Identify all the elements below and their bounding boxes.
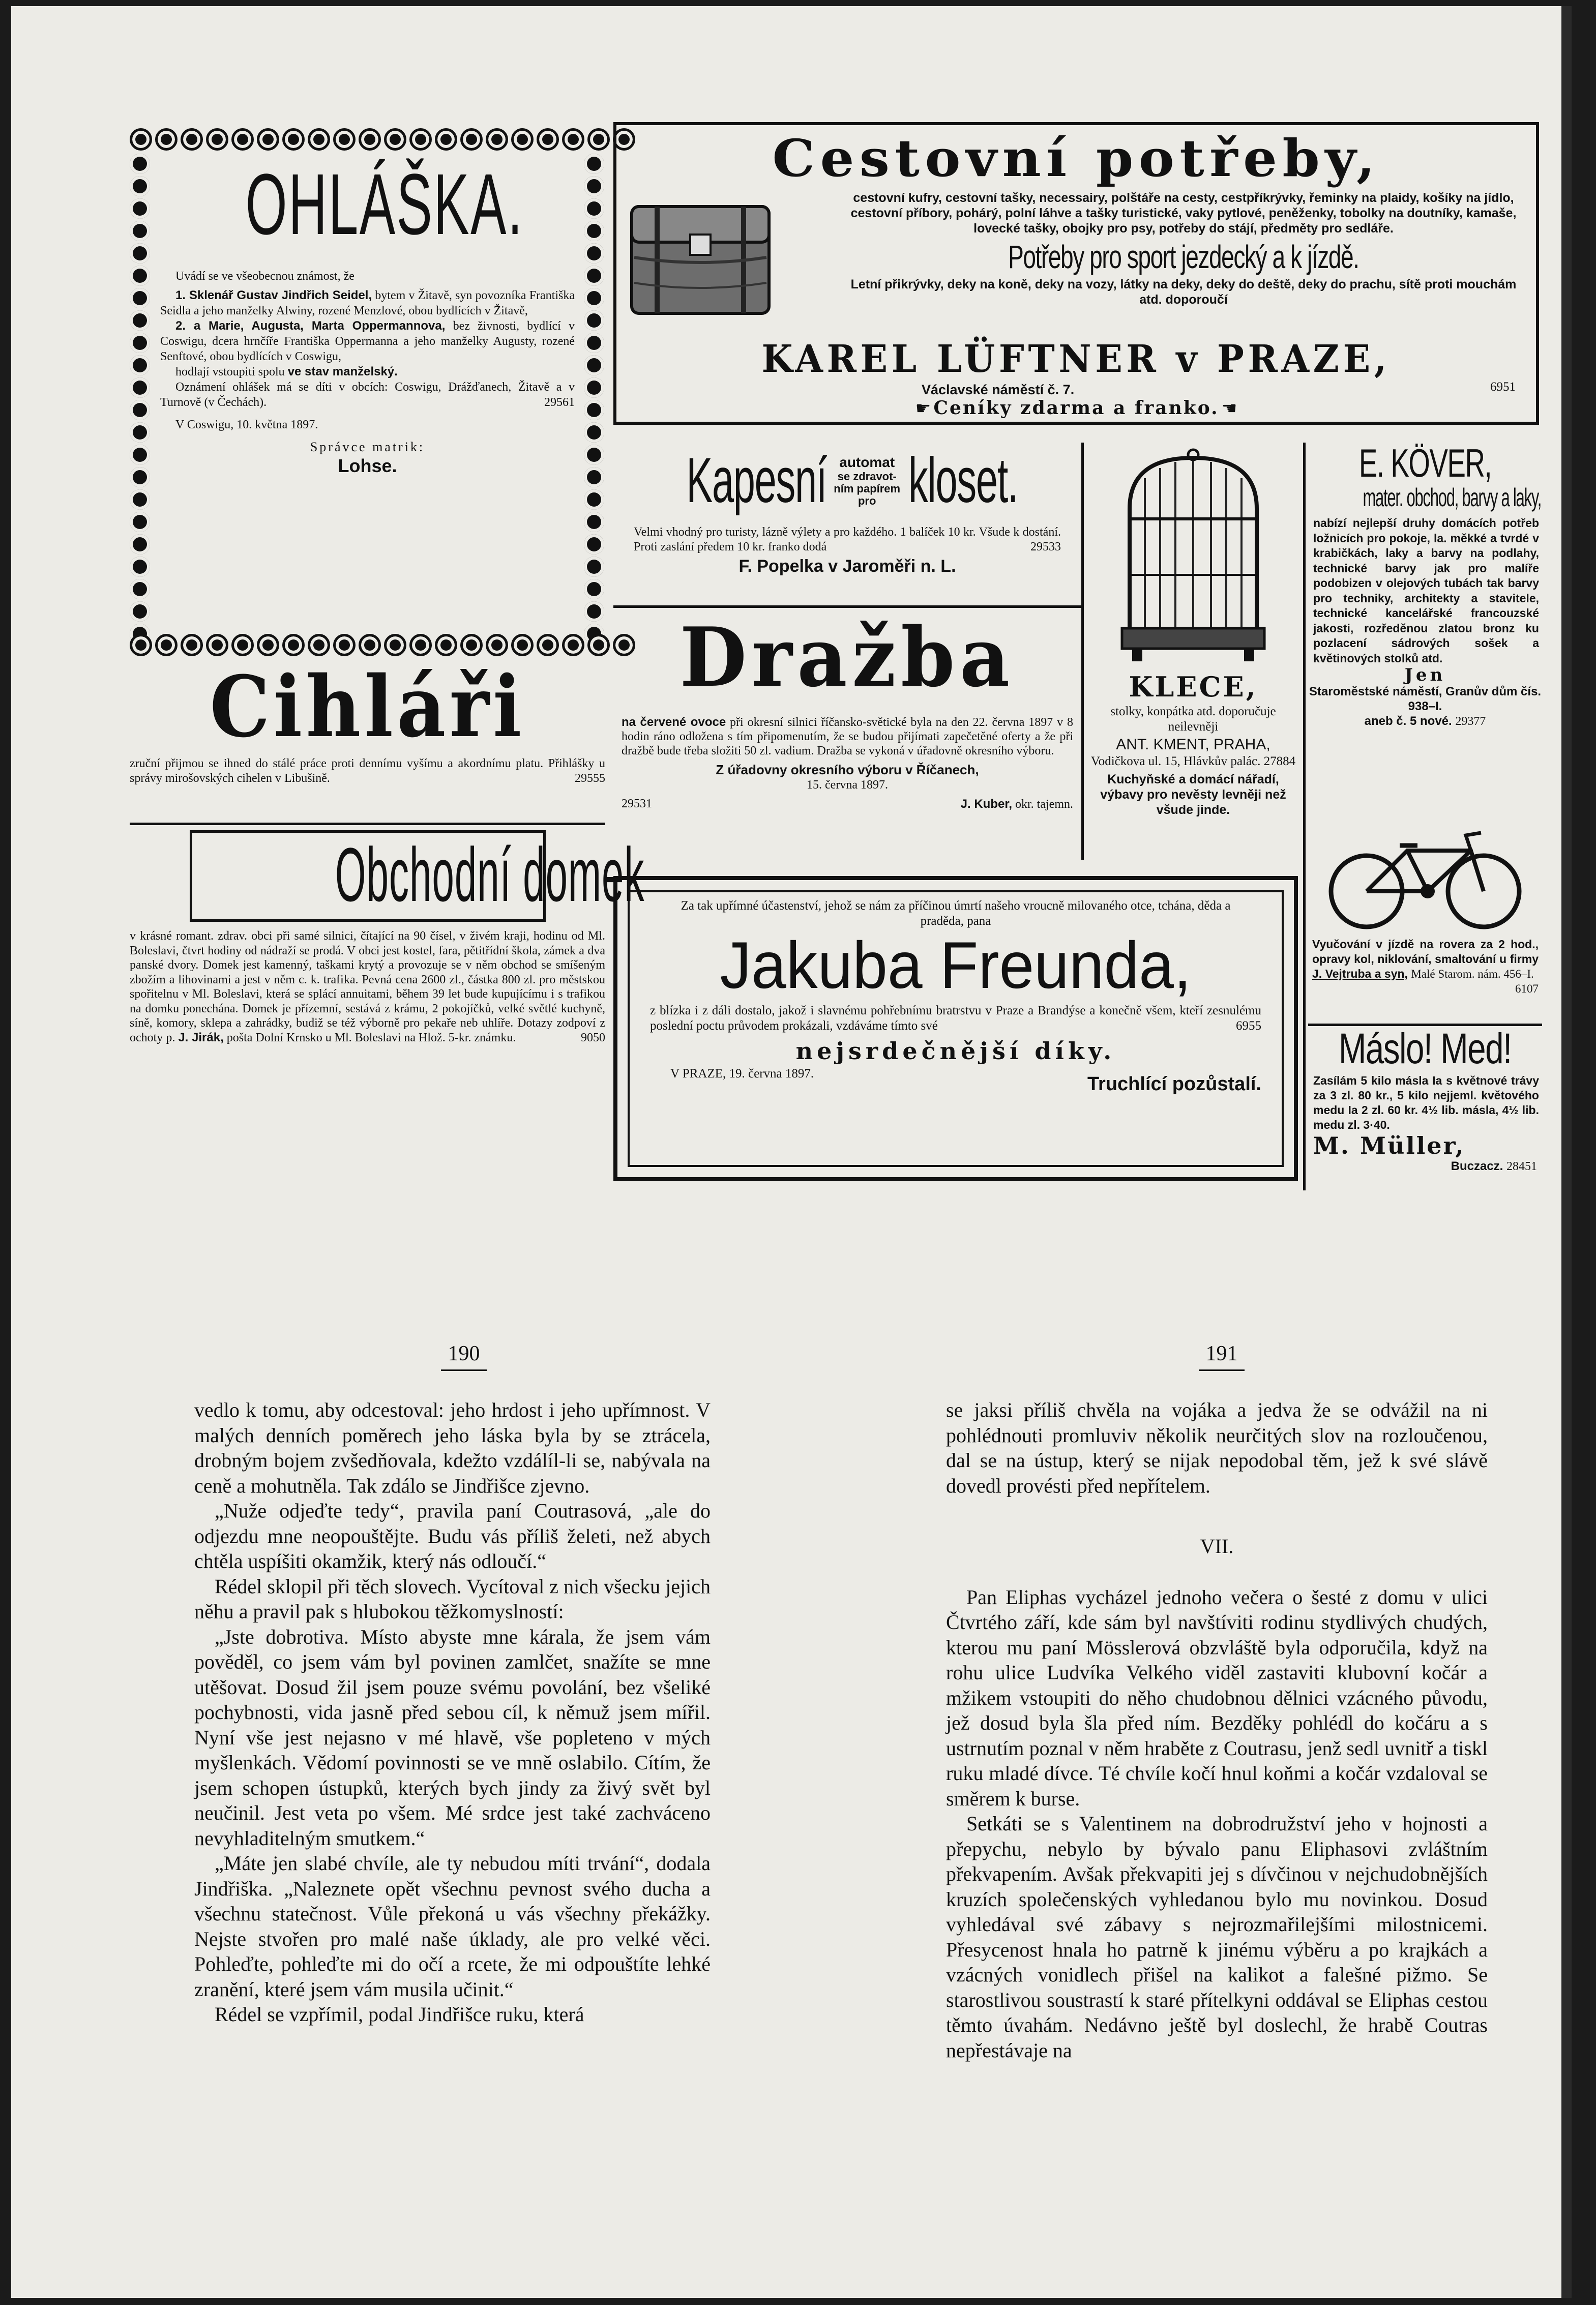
domek-ad (130, 830, 644, 1176)
kover-ad (1308, 443, 1542, 819)
bicycle-illustration (1318, 825, 1532, 932)
cestovni-text2: Letní přikrývky, deky na koně, deky na vozy, látky na deky, deky do deště, deky do prachu, sítě proti mouchám atd. doporoučí (850, 277, 1517, 307)
kapesni-firm: F. Popelka v Jaroměři n. L. (738, 557, 956, 576)
freund-date: V PRAZE, 19. června 1897. (670, 1067, 814, 1081)
kolo-firm: J. Vejtruba a syn, (1312, 967, 1408, 980)
page-number-left-rule (441, 1369, 487, 1371)
cihlari-title: Cihláři (210, 657, 525, 756)
freund-text: z blízka i z dáli dostalo, jakož i slavnému pohřebnímu bratrstvu v Praze a Brandýse a konečně všem, kteří zesnulému poslední poctu průvodem prokázali, vzdáváme tímto své (650, 1004, 1261, 1033)
ohlaska-left-border (130, 154, 150, 632)
ohlaska-notice: Oznámení ohlášek má se díti v obcích: Coswigu, Drážďanech, Žitavě a v Turnově (v Čechách). (160, 381, 575, 409)
maslo-firm: M. Müller, (1313, 1132, 1465, 1159)
kover-addr3: aneb č. 5 nové. (1364, 714, 1452, 728)
cihlari-ref: 29555 (575, 772, 605, 785)
klece-tail: Kuchyňské a domácí nářadí, výbavy pro nevěsty levněji než všude jinde. (1100, 772, 1286, 817)
page-number-left: 190 (448, 1342, 480, 1365)
page-number-right-rule (1199, 1369, 1245, 1371)
story-right-p1: Pan Eliphas vycházel jednoho večera o šesté z domu v ulici Čtvrtého září, kde sám byl navštíviti rodinu stydlivých chudých, kterou mu paní Mösslerová obzvláště byla odporučila, když na rohu ulice Ludvíka Velkého viděl zastaviti klubovní kočár a mžikem vstoupiti do něho chudobnou dělnici vzácného původu, jež dosud byla šla před ním. Bezděky pohlédl do kočáru a s ustrnutím poznal v něm hraběte z Coutrasu, jenž sedl uvnitř a tiskl ruku mladé dívce. Té chvíle kočí hnul koňmi a kočár vzdaloval se směrem k burse. (946, 1585, 1488, 1810)
kapesni-mid3: pro (858, 494, 876, 507)
kover-title: E. KÖVER, (1358, 441, 1492, 485)
story-left-p1: vedlo k tomu, aby odcestoval: jeho hrdost i jeho upřímnost. V malých denních poměrech jeho láska byla by se ztrácela, drobným bojem zvšedňovala, kdežto vzdálíl-li se, nabývala na ceně a mohutněla. Tak zdálo se Jindřišce zjevno. (194, 1398, 711, 1497)
domek-contact: J. Jirák, (178, 1030, 224, 1044)
ohlaska-registrar-label: Správce matrik: (310, 440, 425, 454)
ohlaska-bride-text: bez živnosti, bydlící v Coswigu, dcera hrnčíře Františka Oppermanna a jeho manželky Augusty, rozené Senftové, obou bydlících v Coswigu, (160, 319, 575, 363)
trunk-illustration (627, 191, 774, 329)
vdivider-1 (1081, 443, 1084, 860)
cestovni-pricelist: Ceníky zdarma a franko. (933, 397, 1219, 419)
story-right-p2: Setkáti se s Valentinem na dobrodružství jeho v hojnosti a přepychu, nebylo by bývalo panu Eliphasovi zvláštním překvapením. Avšak překvapiti jej s dívčinou v nejchudobnějších kruzích společenských vyhledanou bylo mu novinkou. Dosud vyhledával své zábavy s nejrozmařilejšími milostnicemi. Přesycenost hnala ho patrně k jinému výběru a po krajkách a vzácných vonidlech přišel na kalikot a falešné pižmo. Se starostlivou soustrastí k staré přítelkyni oddával se Eliphas cestou těmto úvahám. Nedávno ještě byl doslechl, že hrabě Coutras nepřestávaje na (946, 1812, 1488, 2062)
newspaper-page (11, 6, 1570, 2298)
drazba-lead: na červené ovoce (622, 715, 726, 729)
ohlaska-right-border (584, 154, 604, 632)
kapesni-ad (613, 443, 1081, 605)
kapesni-text: Velmi vhodný pro turisty, lázně výlety a pro každého. 1 balíček 10 kr. Všude k dostání. Proti zaslání předem 10 kr. franko dodá (634, 526, 1061, 553)
klece-firm: ANT. KMENT, PRAHA, (1116, 736, 1270, 753)
cestovni-text: cestovní kufry, cestovní tašky, necessairy, polštáře na cesty, cestpříkrývky, řeminky na plaidy, košíky na jídlo, cestovní příbory, pohárý, polní láhve a tašky turistické, vaky pytlové, peněženky, tobolky na doutníky, kamaše, lovecké tašky, obojky pro psy, potřeby do stájí, předměty pro sedláře. (850, 191, 1517, 236)
drazba-title: Dražba (679, 609, 1015, 705)
drazba-ref: 29531 (622, 797, 652, 810)
cestovni-ad (613, 122, 1539, 425)
kover-addr1: Jen (1404, 665, 1446, 685)
ohlaska-bride: 2. a Marie, Augusta, Marta Oppermannova, (175, 319, 446, 333)
klece-ref: 27884 (1263, 754, 1296, 768)
freund-ref: 6955 (1236, 1019, 1261, 1033)
domek-text: v krásné romant. zdrav. obci při samé silnici, čítající na 90 čísel, v živém kraji, hodinu od Ml. Boleslavi, čtvrt hodiny od nádraží se prodá. V obci jest kostel, fara, pětitřídní škola, zámek a dva panské dvory. Domek jest kamenný, taškami krytý a provozuje se v něm obchod se smíšeným zbožím a lihovinami a jest v něm c. k. trafika. Pevná cena 2600 zl., částka 800 zl. pro městskou spořitelnu v Ml. Boleslavi, která se splácí annuitami, během 39 let bude kupujícímu i s trafikou na domku ponechána. Domek je přízemní, sestává z krámu, 2 pokojíčků, velké světlé kuchyně, síně, komory, sklepa a zahrádky, budiž se též výborně pro pekaře neb uhlíře. Dotazy zodpoví z ochoty p. (130, 929, 605, 1044)
cestovni-sport: Potřeby pro sport jezdecký a k jízdě. (1008, 239, 1359, 275)
kapesni-mid1: se zdravot- (837, 470, 897, 483)
left-ad-divider-1 (130, 823, 605, 825)
hand-left-icon: ☚ (1221, 398, 1237, 419)
klece-text: stolky, konpátka atd. doporučuje neilevněji (1110, 705, 1276, 734)
kapesni-mid2: ním papírem (834, 482, 901, 495)
story-left-p5: „Máte jen slabé chvíle, ale ty nebudou míti trvání“, dodala Jindřiška. „Naleznete opět všechnu pevnost svého ducha a všechnu statečnost. Vůle překoná u vás všechny překážky. Nejste stvořen pro malé naše úklady, ale pro velké věci. Pohleďte, pohleďte mi do očí a rcete, že mi odpouštíte lehké zranění, které jsem vám musila učinit.“ (194, 1852, 711, 2001)
birdcage-illustration (1109, 448, 1277, 666)
cestovni-ref: 6951 (1490, 380, 1516, 394)
ohlaska-intent-bold: ve stav manželský. (287, 365, 398, 378)
drazba-office: Z úřadovny okresního výboru v Říčanech, (716, 762, 979, 777)
freund-ad (613, 876, 1298, 1181)
maslo-ad (1308, 1024, 1542, 1191)
domek-title: Obchodní domek (335, 832, 644, 917)
kover-text: nabízí nejlepší druhy domácích potřeb ložnicích pro pokoje, la. měkké a tvrdé v krabičkách, laky a barvy na podlahy, technické barvy jak pro malíře podobizen v olejových tubách tak barvy pro techniky, architekty a stavitele, technické kancelářské francouzské jakosti, rozředěnou zlatou bronz ku pozlacení sádrových sošek a květinových stolků atd. (1313, 516, 1539, 665)
cestovni-firm: KAREL LÜFTNER v PRAZE, (761, 337, 1391, 381)
kolo-text: Vyučování v jízdě na rovera za 2 hod., opravy kol, niklování, smaltování u firmy (1312, 938, 1539, 966)
maslo-place: Buczacz. (1451, 1159, 1503, 1173)
story-left-p3: Rédel sklopil při těch slovech. Vycítoval z nich všecku jejich něhu a pravil pak s hlubokou těžkomyslností: (194, 1574, 711, 1623)
freund-name: Jakuba Freunda, (720, 928, 1192, 1002)
drazba-signer-role: okr. tajemn. (1015, 798, 1073, 811)
kolo-addr: Malé Starom. nám. 456–I. (1411, 968, 1534, 980)
cestovni-address: Václavské náměstí č. 7. (922, 382, 1075, 397)
freund-intro: Za tak upřímné účastenství, jehož se nám za příčinou úmrtí našeho vroucně milovaného otce, tchána, děda a praděda, pana (681, 899, 1231, 928)
page-edge (1561, 6, 1572, 2298)
maslo-ref: 28451 (1506, 1160, 1537, 1173)
ohlaska-bottom-border (130, 634, 605, 657)
kolo-ref: 6107 (1515, 982, 1539, 995)
kapesni-word2: kloset. (908, 445, 1018, 516)
klece-title: KLECE, (1129, 670, 1258, 703)
ohlaska-top-border (130, 128, 605, 152)
ohlaska-ad (130, 128, 605, 662)
cihlari-ad (130, 657, 605, 825)
story-left-p2: „Nuže odjeďte tedy“, pravila paní Coutrasová, „ale do odjezdu mne neopouštějte. Budu vás příliš želeti, než abych chtěla uspíšiti okamžik, který nás odloučí.“ (194, 1499, 711, 1572)
freund-signed: Truchlící pozůstalí. (1087, 1073, 1261, 1095)
ohlaska-title: OHLÁŠKA. (245, 156, 524, 253)
kapesni-automat: automat (839, 454, 895, 470)
ohlaska-intro: Uvádí se ve všeobecnou známost, že (175, 270, 354, 283)
ohlaska-groom: 1. Sklenář Gustav Jindřich Seidel, (175, 288, 372, 302)
cestovni-title: Cestovní potřeby, (772, 128, 1380, 188)
story-left-p6: Rédel se vzpřímil, podal Jindřišce ruku, která (215, 2003, 584, 2026)
story-right-cont: se jaksi příliš chvěla na vojáka a jedva že se odvážil na ni pohlédnouti promluviv několik neurčitých slov na rozloučenou, dal se na ústup, který se nijak nepodobal těm, jež k své slávě dovedl provésti před nepřítelem. (946, 1398, 1488, 1497)
maslo-title: Máslo! Med! (1339, 1025, 1512, 1072)
page-number-right: 191 (1205, 1342, 1238, 1365)
kapesni-ref: 29533 (1030, 540, 1061, 553)
drazba-ad (613, 611, 1081, 861)
kover-addr2: Staroměstské náměstí, Granův dům čís. 938–I. (1309, 685, 1542, 713)
kolo-ad (1308, 825, 1542, 1024)
story-left-p4: „Jste dobrotiva. Místo abyste mne kárala, že jsem vám pověděl, co jsem vám byl povinen zamlčet, snažíte se mne utěšovat. Dosud žil jsem pouze svému povolání, bez všeliké pochybnosti, vida jasně před sebou cíl, k němuž jsem mířil. Nyní vše jest nejasno v mé hlavě, vše popleteno v mých myšlenkách. Vědomí povinnosti se ve mně oslabilo. Cítím, že jsem schopen ústupků, kterých bych jindy za živý svět byl neučinil. Jest veta po všem. Mé srdce jest také zachváceno nevyhladitelným smutkem.“ (194, 1625, 711, 1850)
kapesni-divider (613, 605, 1081, 608)
domek-contact-rest: pošta Dolní Krnsko u Ml. Boleslavi na Hlož. 5-kr. známku. (226, 1031, 516, 1044)
drazba-signer: J. Kuber, (960, 797, 1013, 811)
klece-ad (1086, 443, 1300, 860)
domek-ref: 9050 (581, 1031, 605, 1044)
cihlari-text: zruční přijmou se ihned do stálé práce proti dennímu vyšímu a akordnímu platu. Přihlášky u správy mirošovských cihelen v Libušině. (130, 757, 605, 785)
ohlaska-ref: 29561 (544, 396, 575, 409)
ohlaska-intent: hodlají vstoupiti spolu (175, 365, 285, 378)
ohlaska-registrar: Lohse. (338, 455, 397, 476)
maslo-text: Zasílám 5 kilo másla Ia s květnové trávy za 3 zl. 80 kr., 5 kilo nejjeml. květového medu Ia 2 zl. 60 kr. 4½ lib. másla, 4½ lib. medu zl. 3·40. (1313, 1074, 1539, 1131)
kapesni-word1: Kapesní (686, 445, 827, 516)
ohlaska-groom-text: bytem v Žitavě, syn povozníka Františka Seidla a jeho manželky Alwiny, rozené Menzlové, obou bydlících v Žitavě, (160, 289, 575, 317)
story-right-column (946, 1397, 1488, 2125)
hand-right-icon: ☛ (915, 398, 931, 419)
drazba-text: při okresní silnici říčansko-světické byla na den 22. června 1897 v 8 hodin ráno odložena s tím připomenutím, že se budou přijímati zapečetěné oferty a že při dražbě bude třeba složiti 50 zl. vadium. Dražba se vykoná v úřadovně okresního výboru. (622, 716, 1074, 757)
chapter-heading: VII. (1200, 1535, 1234, 1558)
ohlaska-place-date: V Coswigu, 10. května 1897. (175, 418, 318, 431)
klece-addr: Vodičkova ul. 15, Hlávkův palác. (1090, 754, 1261, 768)
story-left-column (194, 1397, 711, 2125)
kover-ref: 29377 (1455, 715, 1486, 728)
kover-sub: mater. obchod, barvy a laky, (1363, 483, 1542, 512)
freund-thanks: nejsrdečnější díky. (795, 1037, 1116, 1065)
drazba-date: 15. června 1897. (807, 778, 888, 792)
vdivider-2 (1303, 443, 1306, 1190)
